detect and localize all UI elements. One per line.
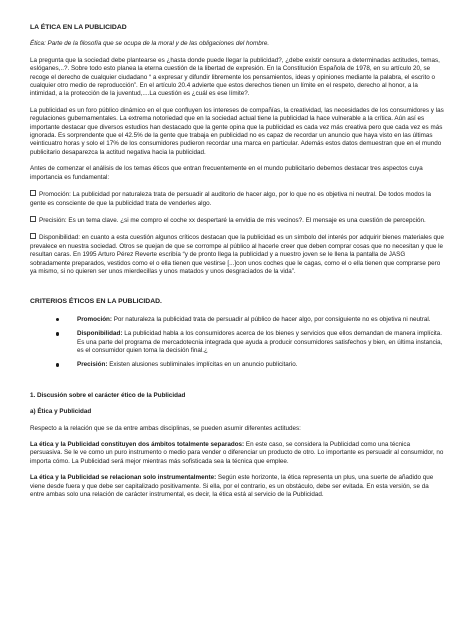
paragraph-lead: La ética y la Publicidad constituyen dos ámbitos totalmente separados: (30, 441, 245, 448)
criteria-list (30, 316, 444, 370)
criteria-item-precision (30, 361, 444, 369)
bullet-icon (56, 318, 59, 321)
paragraph-body: En este caso, se considera la Publicidad como una técnica persuasiva. Se le ve como un puro instrumento o medio para vender o diferenciar un producto de otro. Lo importante es persuadir al consumidor, no importa cómo. La Publicidad será mejor mientras más sofisticada sea la técnica que emplee. (30, 441, 444, 465)
checkbox-square-icon (30, 190, 36, 196)
paragraph-freedom-of-expression: La pregunta que la sociedad debe plantearse es ¿hasta donde puede llegar la publicidad?, ¿debe existir censura a determinadas actitudes, temas, eslóganes,..?. Sobre todo esto planea la eterna cuestión de la libertad de expresión. En la Constitución Española de 1978, en su artículo 20, se recoge el derecho de cualquier ciudadano “ a expresar y difundir libremente los pensamientos, ideas y opiniones mediante la palabra, el escrito o cualquier otro medio de reproducción”. En el artículo 20.4 advierte que estos derechos tienen un límite en el respeto, derecho al honor, a la intimidad, a la protección de la juventud,....La cuestión es ¿cuál es ese límite?. (30, 56, 440, 98)
paragraph-separate-fields (30, 441, 444, 466)
paragraph-lead: La ética y la Publicidad se relacionan solo instrumentalmente: (30, 474, 217, 482)
criteria-item-promotion (30, 316, 444, 324)
bullet-icon (56, 332, 59, 335)
paragraph-body: Según este horizonte, la ética representa un plus, una suerte de añadido que viene desde fuera y que debe ser capitalizado positivamente. Si ella, por el contrario, es un obstáculo, debe ser evitada. En esta versión, se da entre ambas solo una relación de carácter instrumental, es decir, la ética está al servicio de la Publicidad. (30, 474, 434, 499)
paragraph-public-forum: La publicidad es un foro público dinámico en el que confluyen los intereses de compañías, la creatividad, las necesidades de los consumidores y las regulaciones gubernamentales. La extrema notoriedad que en la sociedad actual tiene la publicidad la hace vulnerable a la crítica. Aún así es importante destacar que diversos estudios han destacado que la gente opina que la publicidad es cada vez más creativa pero que cada vez es más ignorada. Es sorprendente que el 42.5% de la gente que trabaja en publicidad no es capaz de recordar un anuncio que haya visto en las últimas veinticuatro horas y solo el 17% de los consumidores pudieron recordar una marca en particular. Además estos datos demuestran que en el mundo publicitario desaparezca la actitud negativa hacia la publicidad. (30, 106, 444, 156)
criteria-term: Precisión: (77, 361, 108, 369)
section-1-heading: 1. Discusión sobre el carácter ético de la Publicidad (30, 391, 186, 399)
aspect-text: Disponibilidad: en cuanto a esta cuestión algunos críticos destacan que la publicidad es un símbolo del interés por adquirir bienes materiales que prevalece en nuestra sociedad. Otros se quejan de que se corrompe al público al hacerle creer que deben comprar cosas que no necesitan y que le resultan caras. En 1995 Arturo Pérez Reverte escribía “y de pronto llega la publicidad y a nuestro joven se le llena la pantalla de JASG sobradamente preparados, vestidos como el o ella tienen que vestirse [...]con unos coches que le cagas, como el o ella tienen que comprarse pero ya mismo, si no quieren ser unos mierdecillas y unos matados y unos desgraciados de la vida”. (30, 234, 444, 275)
aspect-text: Precisión: Es un tema clave. ¿si me compro el coche xx despertaré la envidia de mis vecinos?. El mensaje es una cuestión de percepción. (39, 216, 426, 224)
checkbox-square-icon (30, 216, 36, 222)
paragraph-instrumental-relation (30, 474, 444, 499)
criteria-term: Disponibilidad: (77, 330, 123, 338)
aspect-item-promotion (30, 190, 444, 208)
subsection-a-heading: a) Ética y Publicidad (30, 408, 92, 416)
paragraph-three-aspects-intro: Antes de comenzar el análisis de los temas éticos que entran frecuentemente en el mundo publicitario debemos destacar tres aspectos cuya importancia es fundamental: (30, 165, 423, 181)
criteria-text: Existen alusiones subliminales implícitas en un anuncio publicitario. (107, 361, 298, 369)
aspect-item-availability (30, 233, 444, 276)
bullet-icon (56, 363, 59, 366)
criteria-item-availability (30, 330, 444, 355)
criteria-heading: CRITERIOS ÉTICOS EN LA PUBLICIDAD. (30, 298, 162, 306)
document-title: LA ÉTICA EN LA PUBLICIDAD (30, 24, 127, 31)
aspect-text: Promoción: La publicidad por naturaleza trata de persuadir al auditorio de hacer algo, por lo que no es objetiva ni neutral. De todos modos la gente es consciente de que la publicidad trata de venderles algo. (30, 191, 432, 207)
aspect-item-precision (30, 216, 444, 225)
criteria-text: Por naturaleza la publicidad trata de persuadir al público de hacer algo, por consiguiente no es objetiva ni neutral. (111, 315, 431, 323)
checkbox-square-icon (30, 233, 36, 239)
paragraph-attitudes-intro: Respecto a la relación que se da entre ambas disciplinas, se pueden asumir diferentes actitudes: (30, 424, 301, 432)
ethics-definition: Ética: Parte de la filosofía que se ocupa de la moral y de las obligaciones del hombre. (30, 40, 270, 48)
criteria-text: La publicidad habla a los consumidores acerca de los bienes y servicios que ellos demandan de manera implícita. Es una parte del programa de mercadotecnia integrada que ayuda a producir consumidores satisfechos y bien, en última instancia, es el consumidor quien toma la decisión final.¿ (77, 330, 443, 354)
criteria-term: Promoción: (77, 315, 112, 323)
